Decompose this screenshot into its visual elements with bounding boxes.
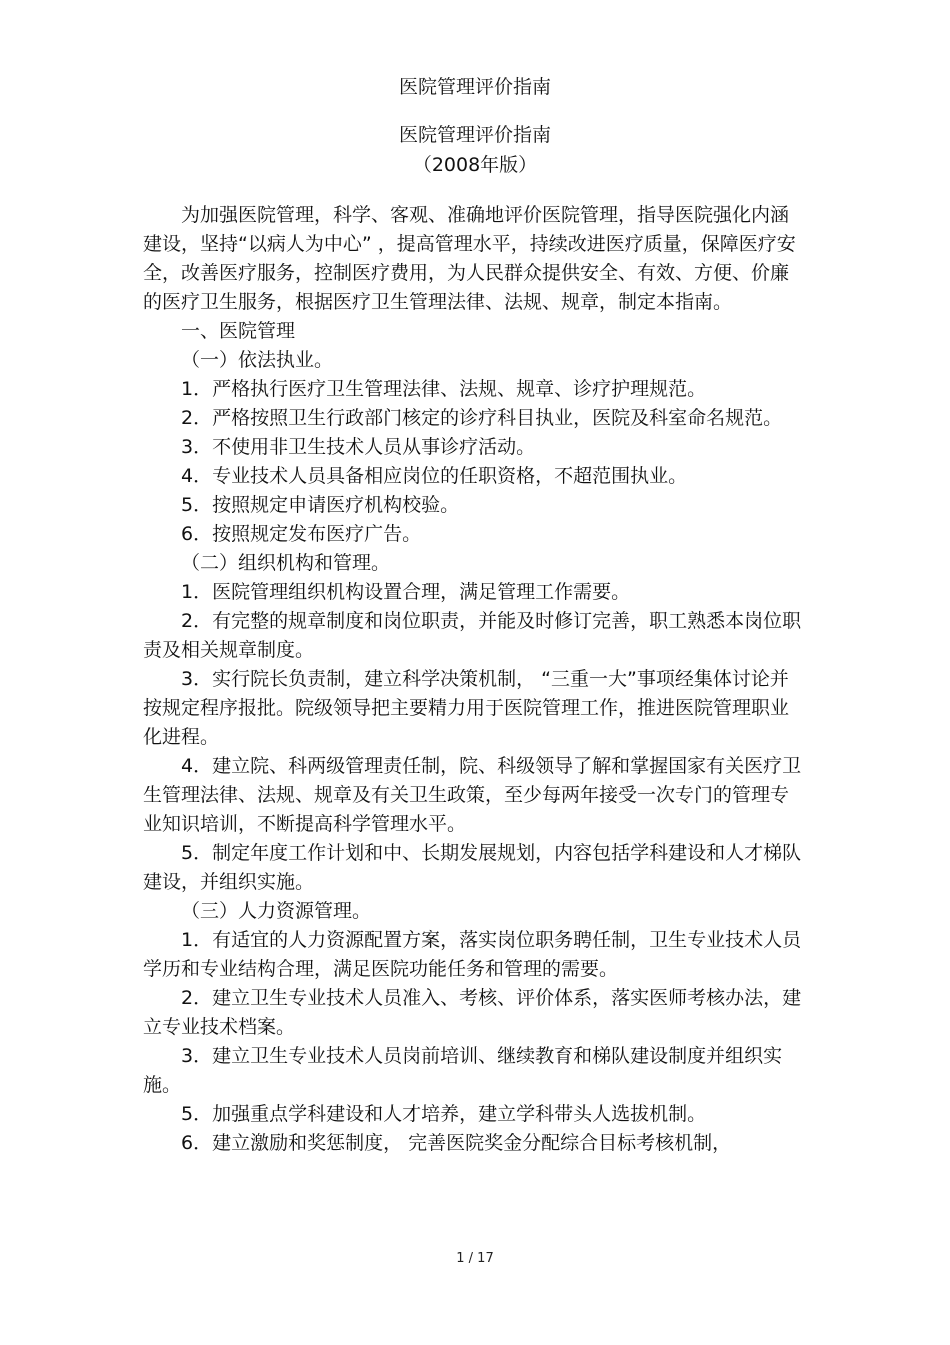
list-item: 5．加强重点学科建设和人才培养，建立学科带头人选拔机制。 [181, 1103, 707, 1125]
list-item: 1．医院管理组织机构设置合理，满足管理工作需要。 [181, 581, 631, 603]
list-item: 1．有适宜的人力资源配置方案，落实岗位职务聘任制，卫生专业技术人员学历和专业结构合理，满足医院功能任务和管理的需要。 [143, 929, 802, 980]
list-item: 5．按照规定申请医疗机构校验。 [181, 494, 460, 516]
list-item: 1．严格执行医疗卫生管理法律、法规、规章、诊疗护理规范。 [181, 378, 707, 400]
list-item: 4．建立院、科两级管理责任制，院、科级领导了解和掌握国家有关医疗卫生管理法律、法规、规章及有关卫生政策，至少每两年接受一次专门的管理专业知识培训，不断提高科学管理水平。 [143, 755, 802, 835]
document-edition: （2008年版） [412, 154, 538, 176]
intro-paragraph: 为加强医院管理，科学、客观、准确地评价医院管理，指导医院强化内涵建设，坚持“以病人为中心” ，提高管理水平，持续改进医疗质量，保障医疗安全，改善医疗服务，控制医疗费用，为人民群众提供安全、有效、方便、价廉的医疗卫生服务，根据医疗卫生管理法律、法规、规章，制定本指南。 [143, 204, 796, 313]
subsection-heading: （二）组织机构和管理。 [181, 552, 391, 574]
list-item: 6．按照规定发布医疗广告。 [181, 523, 422, 545]
list-item: 4．专业技术人员具备相应岗位的任职资格，不超范围执业。 [181, 465, 688, 487]
list-item: 3．建立卫生专业技术人员岗前培训、继续教育和梯队建设制度并组织实施。 [143, 1045, 783, 1096]
list-item: 2．严格按照卫生行政部门核定的诊疗科目执业，医院及科室命名规范。 [181, 407, 783, 429]
list-item: 5．制定年度工作计划和中、长期发展规划，内容包括学科建设和人才梯队建设，并组织实施。 [143, 842, 802, 893]
list-item: 3．实行院长负责制，建立科学决策机制， “三重一大”事项经集体讨论并按规定程序报批。院级领导把主要精力用于医院管理工作，推进医院管理职业化进程。 [143, 668, 790, 748]
subsection-heading: （一）依法执业。 [181, 349, 334, 371]
list-item: 6．建立激励和奖惩制度， 完善医院奖金分配综合目标考核机制， [181, 1132, 732, 1154]
subsection-heading: （三）人力资源管理。 [181, 900, 372, 922]
section-heading: 一、医院管理 [181, 320, 296, 342]
page-number: 1 / 17 [456, 1251, 494, 1266]
list-item: 2．建立卫生专业技术人员准入、考核、评价体系，落实医师考核办法，建立专业技术档案。 [143, 987, 802, 1038]
running-header: 医院管理评价指南 [398, 76, 551, 98]
list-item: 2．有完整的规章制度和岗位职责，并能及时修订完善，职工熟悉本岗位职责及相关规章制度。 [143, 610, 802, 661]
list-item: 3．不使用非卫生技术人员从事诊疗活动。 [181, 436, 536, 458]
document-title: 医院管理评价指南 [398, 124, 551, 146]
document-body [143, 201, 803, 1158]
